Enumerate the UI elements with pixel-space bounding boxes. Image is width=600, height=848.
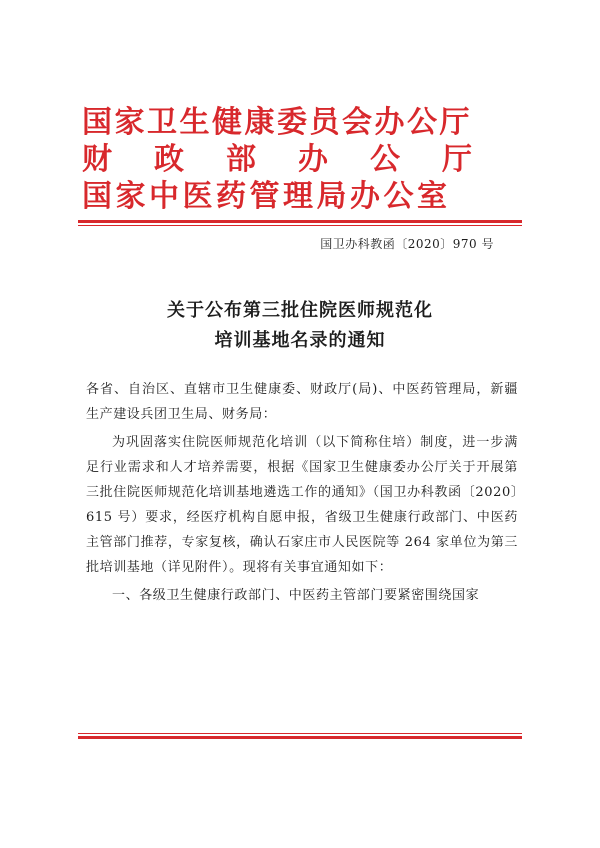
body-paragraph: 为巩固落实住院医师规范化培训（以下简称住培）制度，进一步满足行业需求和人才培养需要，根据《国家卫生健康委办公厅关于开展第三批住院医师规范化培训基地遴选工作的通知》（国卫办科教函〔2020〕615 号）要求，经医疗机构自愿申报，省级卫生健康行政部门、中医药主管部门推荐，专家复核，确认石家庄市人民医院等 264 家单位为第三批培训基地（详见附件）。现将有关事宜通知如下： [86, 435, 518, 575]
letterhead-divider [78, 220, 522, 226]
letterhead [82, 104, 518, 215]
issuer-mof-general-office: 财政部办公厅 [82, 142, 514, 177]
title-line-2: 培训基地名录的通知 [214, 330, 386, 351]
title-line-1: 关于公布第三批住院医师规范化 [167, 300, 433, 321]
issuer-nhc-general-office: 国家卫生健康委员会办公厅 [82, 105, 472, 140]
document-body [86, 377, 518, 611]
document-number: 国卫办科教函〔2020〕970 号 [320, 237, 494, 251]
recipients-paragraph: 各省、自治区、直辖市卫生健康委、财政厅(局)、中医药管理局，新疆生产建设兵团卫生局、财务局： [86, 382, 518, 422]
issuer-natcm-office: 国家中医药管理局办公室 [82, 179, 451, 214]
document-title [0, 296, 600, 356]
footer-divider [78, 733, 522, 739]
body-paragraph: 一、各级卫生健康行政部门、中医药主管部门要紧密围绕国家 [112, 588, 480, 603]
